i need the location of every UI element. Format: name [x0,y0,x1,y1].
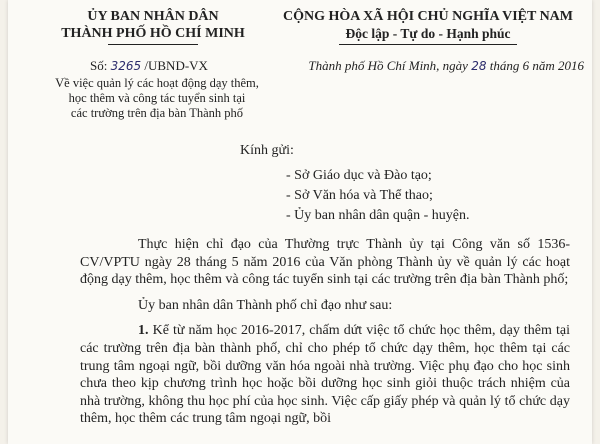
recipient-item: - Sở Giáo dục và Đào tạo; [286,168,432,183]
issuer-header [48,8,258,45]
dateline-day-handwritten: 28 [471,59,487,73]
national-title: CỘNG HÒA XÃ HỘI CHỦ NGHĨA VIỆT NAM [282,9,573,24]
item-number: 1. [138,323,149,339]
salutation: Kính gửi: [240,143,294,158]
issuer-line-1: ỦY BAN NHÂN DÂN [87,9,219,24]
body-paragraph-1: Thực hiện chỉ đạo của Thường trực Thành ủy tại Công văn số 1536-CV/VPTU ngày 28 tháng 5 năm 2016 của Văn phòng Thành ủy về quản lý các hoạt động dạy thêm, học thêm và công tác tuyển sinh tại các trường trên địa bàn Thành phố; [80,237,570,288]
motto-underline [339,44,517,45]
item-text: Kể từ năm học 2016-2017, chấm dứt việc tổ chức học thêm, dạy thêm tại các trường trên địa bàn thành phố, chỉ cho phép tổ chức dạy thêm, học thêm tại các trung tâm ngoại ngữ, bồi dưỡng văn hóa ngoài nhà trường. Việc phụ đạo cho học sinh chưa theo kịp chương trình học hoặc bồi dưỡng học sinh giỏi thuộc trách nhiệm của nhà trường, không thu học phí của học sinh. Việc cấp giấy phép và quản lý tổ chức dạy thêm, học thêm các trung tâm ngoại ngữ, bồi [80,323,570,427]
body-paragraph-3 [80,322,570,428]
subject-line-3: các trường trên địa bàn Thành phố [70,106,244,120]
recipient-item: - Sở Văn hóa và Thể thao; [286,188,433,203]
national-header [276,8,580,45]
issuer-line-2: THÀNH PHỐ HỒ CHÍ MINH [61,26,245,41]
document-body [80,236,570,428]
doc-number-suffix: /UBND-VX [141,58,208,73]
doc-number-handwritten: 3265 [110,59,142,73]
dateline [284,58,584,74]
dateline-suffix: tháng 6 năm 2016 [486,58,584,73]
document-page [8,0,592,444]
issuer-underline [108,44,198,45]
document-number [90,58,208,74]
body-paragraph-2: Ủy ban nhân dân Thành phố chỉ đạo như sau: [138,297,393,313]
document-subject [28,76,286,121]
subject-line-1: Về việc quản lý các hoạt động dạy thêm, [55,76,259,90]
national-motto: Độc lập - Tự do - Hạnh phúc [345,26,511,41]
recipient-list [286,166,470,226]
dateline-prefix: Thành phố Hồ Chí Minh, ngày [308,58,472,73]
recipient-item: - Ủy ban nhân dân quận - huyện. [286,208,470,223]
subject-line-2: học thêm và công tác tuyển sinh tại [68,91,246,105]
doc-number-prefix: Số: [90,58,111,73]
